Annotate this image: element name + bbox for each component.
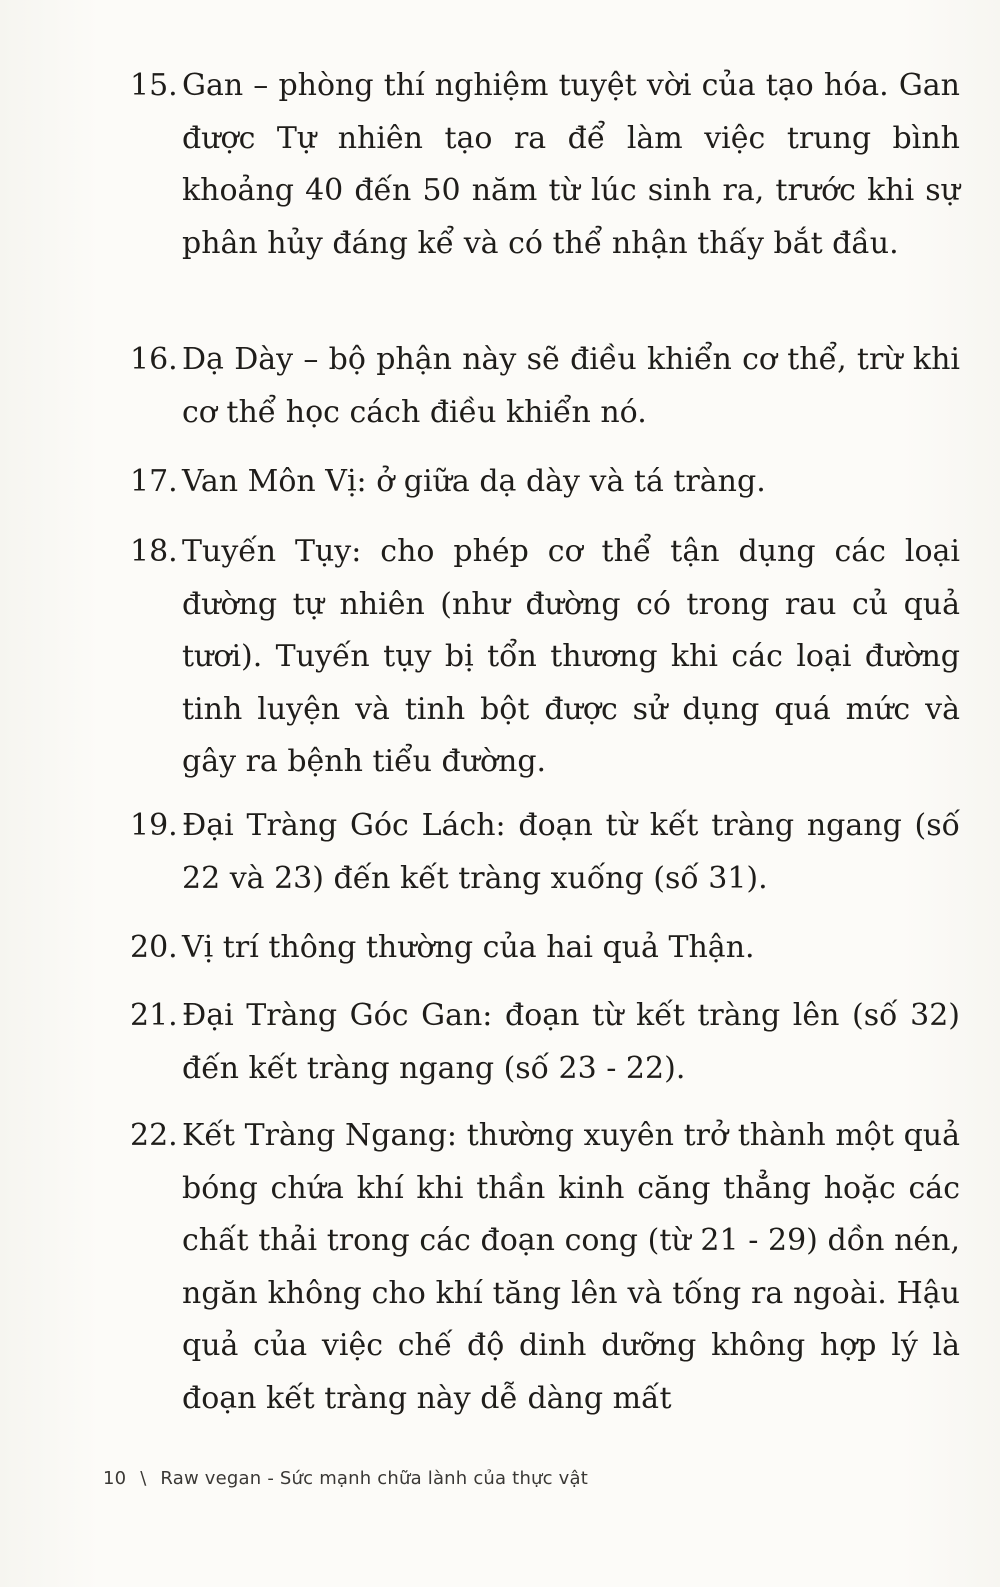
item-number: 16. <box>130 342 178 377</box>
item-text: Dạ Dày – bộ phận này sẽ điều khiển cơ thể, trừ khi cơ thể học cách điều khiển nó. <box>182 342 960 430</box>
item-number: 20. <box>130 930 178 965</box>
item-text: Van Môn Vị: ở giữa dạ dày và tá tràng. <box>182 464 766 499</box>
item-number: 17. <box>130 464 178 499</box>
item-number: 18. <box>130 534 178 569</box>
item-number: 21. <box>130 998 178 1033</box>
item-text: Tuyến Tụy: cho phép cơ thể tận dụng các loại đường tự nhiên (như đường có trong rau củ quả tươi). Tuyến tụy bị tổn thương khi các loại đường tinh luyện và tinh bột được sử dụng quá mức và gây ra bệnh tiểu đường. <box>182 534 960 779</box>
list-item <box>130 456 960 509</box>
list-item <box>130 334 960 439</box>
item-text: Vị trí thông thường của hai quả Thận. <box>182 930 755 965</box>
item-text: Đại Tràng Góc Gan: đoạn từ kết tràng lên (số 32) đến kết tràng ngang (số 23 - 22). <box>182 998 960 1086</box>
list-item <box>130 1110 960 1425</box>
list-item <box>130 990 960 1095</box>
item-text: Kết Tràng Ngang: thường xuyên trở thành một quả bóng chứa khí khi thần kinh căng thẳng hoặc các chất thải trong các đoạn cong (từ 21 - 29) dồn nén, ngăn không cho khí tăng lên và tống ra ngoài. Hậu quả của việc chế độ dinh dưỡng không hợp lý là đoạn kết tràng này dễ dàng mất <box>182 1118 960 1416</box>
page-footer <box>103 1468 588 1489</box>
item-number: 15. <box>130 68 178 103</box>
page-number: 10 <box>103 1468 127 1489</box>
list-item <box>130 526 960 789</box>
list-item <box>130 800 960 905</box>
item-number: 22. <box>130 1118 178 1153</box>
list-item <box>130 60 960 270</box>
book-title: Raw vegan - Sức mạnh chữa lành của thực vật <box>160 1468 589 1489</box>
item-text: Đại Tràng Góc Lách: đoạn từ kết tràng ngang (số 22 và 23) đến kết tràng xuống (số 31). <box>182 808 960 896</box>
list-item <box>130 922 960 975</box>
item-text: Gan – phòng thí nghiệm tuyệt vời của tạo hóa. Gan được Tự nhiên tạo ra để làm việc trung bình khoảng 40 đến 50 năm từ lúc sinh ra, trước khi sự phân hủy đáng kể và có thể nhận thấy bắt đầu. <box>182 68 960 261</box>
footer-separator: \ <box>140 1468 147 1489</box>
item-number: 19. <box>130 808 178 843</box>
